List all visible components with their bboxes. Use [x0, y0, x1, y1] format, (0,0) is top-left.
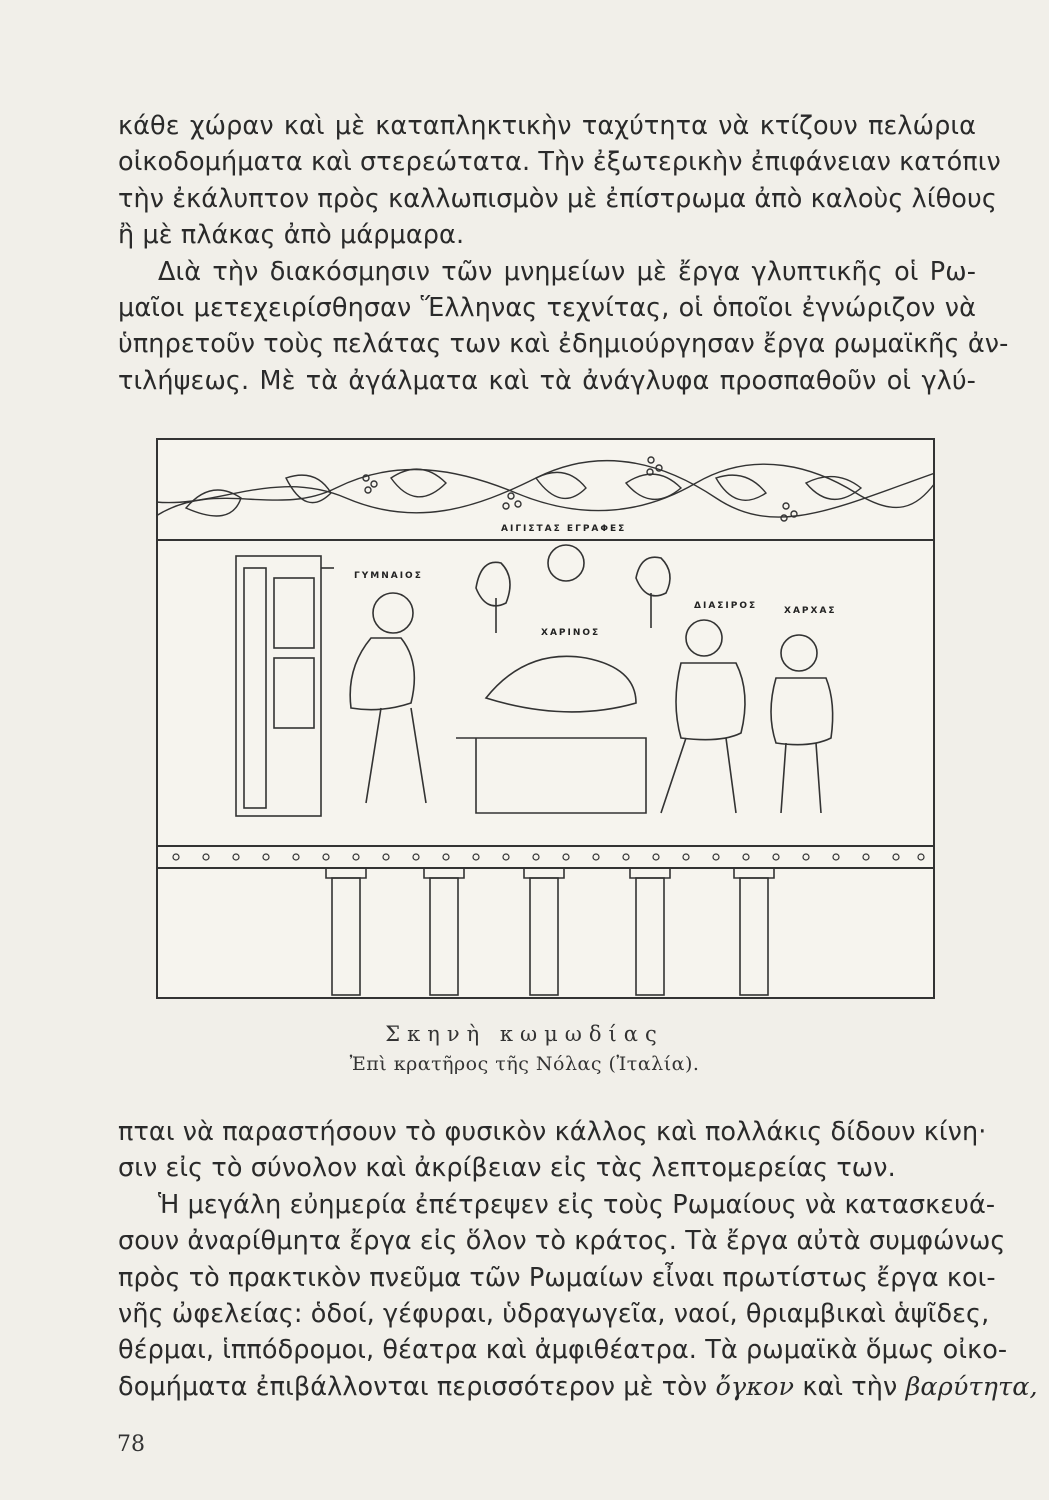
text-line: Ἡ μεγάλη εὐημερία ἐπέτρεψεν εἰς τοὺς Ρωμαίους νὰ κατασκευά-	[158, 1189, 996, 1220]
text-line: Διὰ τὴν διακόσμησιν τῶν μνημείων μὲ ἔργα γλυπτικῆς οἱ Ρω-	[158, 256, 976, 287]
text-line: τὴν ἐκάλυπτον πρὸς καλλωπισμὸν μὲ ἐπίστρωμα ἀπὸ καλοὺς λίθους	[118, 183, 997, 214]
text-line: ἢ μὲ πλάκας ἀπὸ μάρμαρα.	[118, 220, 465, 251]
bottom-paragraphs	[118, 1114, 1038, 1405]
figure-label-right2: ΧΑΡΧΑΣ	[784, 606, 837, 616]
comedy-scene-illustration	[156, 438, 935, 999]
text-line: μαῖοι μετεχειρίσθησαν Ἕλληνας τεχνίτας, οἱ ὁποῖοι ἐγνώριζον νὰ	[118, 292, 976, 323]
figure-label-center: ΧΑΡΙΝΟΣ	[541, 628, 601, 638]
text-line: πρὸς τὸ πρακτικὸν πνεῦμα τῶν Ρωμαίων εἶναι πρωτίστως ἔργα κοι-	[118, 1262, 996, 1293]
figure-label-left: ΓΥΜΝΑΙΟΣ	[354, 571, 423, 581]
text-line-last	[118, 1369, 1038, 1405]
figure-label-right1: ΔΙΑΣΙΡΟΣ	[694, 601, 758, 611]
text-line: σουν ἀναρίθμητα ἔργα εἰς ὅλον τὸ κράτος. Τὰ ἔργα αὐτὰ συμφώνως	[118, 1226, 1006, 1257]
caption-subtitle: Ἐπὶ κρατῆρος τῆς Νόλας (Ἰταλία).	[349, 1053, 700, 1075]
page-number: 78	[117, 1432, 145, 1457]
italic-word-ogkon: ὄγκον	[715, 1371, 795, 1402]
top-paragraphs	[118, 108, 1009, 399]
text-line: σιν εἰς τὸ σύνολον καὶ ἀκρίβειαν εἰς τὰς λεπτομερείας των.	[118, 1153, 896, 1184]
last-line-start: δομήματα ἐπιβάλλονται περισσότερον μὲ τὸν	[118, 1371, 716, 1402]
last-line-middle: καὶ τὴν	[794, 1371, 906, 1402]
text-line: ὑπηρετοῦν τοὺς πελάτας των καὶ ἐδημιούργησαν ἔργα ρωμαϊκῆς ἀν-	[118, 329, 1009, 360]
text-line: νῆς ὠφελείας: ὁδοί, γέφυραι, ὑδραγωγεῖα, ναοί, θριαμβικαὶ ἁψῖδες,	[118, 1298, 990, 1329]
italic-word-varytita: βαρύτητα,	[905, 1371, 1038, 1402]
caption-title: Σκηνὴ κωμωδίας	[385, 1022, 664, 1046]
figure-label-top: ΑΙΓΙΣΤΑΣ ΕΓΡΑΦΕΣ	[501, 524, 627, 534]
text-line: τιλήψεως. Μὲ τὰ ἀγάλματα καὶ τὰ ἀνάγλυφα προσπαθοῦν οἱ γλύ-	[118, 365, 976, 396]
text-line: κάθε χώραν καὶ μὲ καταπληκτικὴν ταχύτητα νὰ κτίζουν πελώρια	[118, 111, 976, 141]
text-line: πται νὰ παραστήσουν τὸ φυσικὸν κάλλος καὶ πολλάκις δίδουν κίνη·	[118, 1117, 987, 1147]
text-line: οἰκοδομήματα καὶ στερεώτατα. Τὴν ἐξωτερικὴν ἐπιφάνειαν κατόπιν	[118, 147, 1001, 178]
text-line: θέρμαι, ἱππόδρομοι, θέατρα καὶ ἀμφιθέατρα. Τὰ ρωμαϊκὰ ὅμως οἰκο-	[118, 1335, 1008, 1366]
